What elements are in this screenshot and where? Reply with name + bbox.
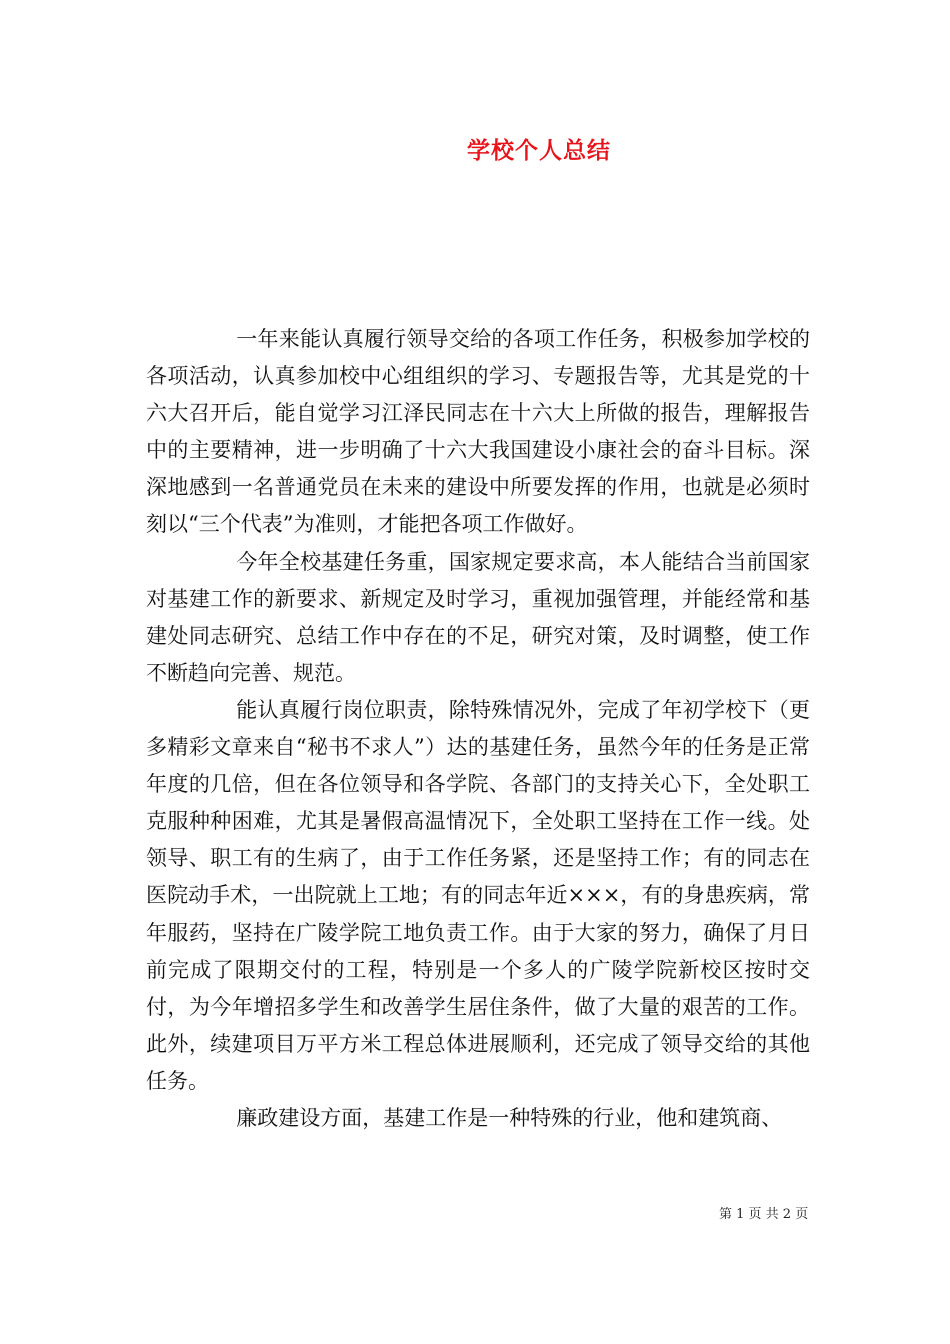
document-title: 学校个人总结 [467, 137, 611, 164]
document-body [146, 321, 810, 1137]
paragraph-2: 今年全校基建任务重，国家规定要求高，本人能结合当前国家对基建工作的新要求、新规定及时学习，重视加强管理，并能经常和基建处同志研究、总结工作中存在的不足，研究对策，及时调整，使工作不断趋向完善、规范。 [146, 549, 810, 685]
paragraph-1: 一年来能认真履行领导交给的各项工作任务，积极参加学校的各项活动，认真参加校中心组组织的学习、专题报告等，尤其是党的十六大召开后，能自觉学习江泽民同志在十六大上所做的报告，理解报告中的主要精神，进一步明确了十六大我国建设小康社会的奋斗目标。深深地感到一名普通党员在未来的建设中所要发挥的作用，也就是必须时刻以“三个代表”为准则，才能把各项工作做好。 [146, 327, 810, 537]
paragraph-4: 廉政建设方面，基建工作是一种特殊的行业，他和建筑商、 [236, 1105, 783, 1130]
paragraph-3: 能认真履行岗位职责，除特殊情况外，完成了年初学校下（更多精彩文章来自“秘书不求人”）达的基建任务，虽然今年的任务是正常年度的几倍，但在各位领导和各学院、各部门的支持关心下，全处职工克服种种困难，尤其是暑假高温情况下，全处职工坚持在工作一线。处领导、职工有的生病了，由于工作任务紧，还是坚持工作；有的同志在医院动手术，一出院就上工地；有的同志年近×××，有的身患疾病，常年服药，坚持在广陵学院工地负责工作。由于大家的努力，确保了月日前完成了限期交付的工程，特别是一个多人的广陵学院新校区按时交付，为今年增招多学生和改善学生居住条件，做了大量的艰苦的工作。此外，续建项目万平方米工程总体进展顺利，还完成了领导交给的其他任务。 [146, 697, 810, 1093]
page-number: 第 1 页 共 2 页 [719, 1207, 809, 1222]
